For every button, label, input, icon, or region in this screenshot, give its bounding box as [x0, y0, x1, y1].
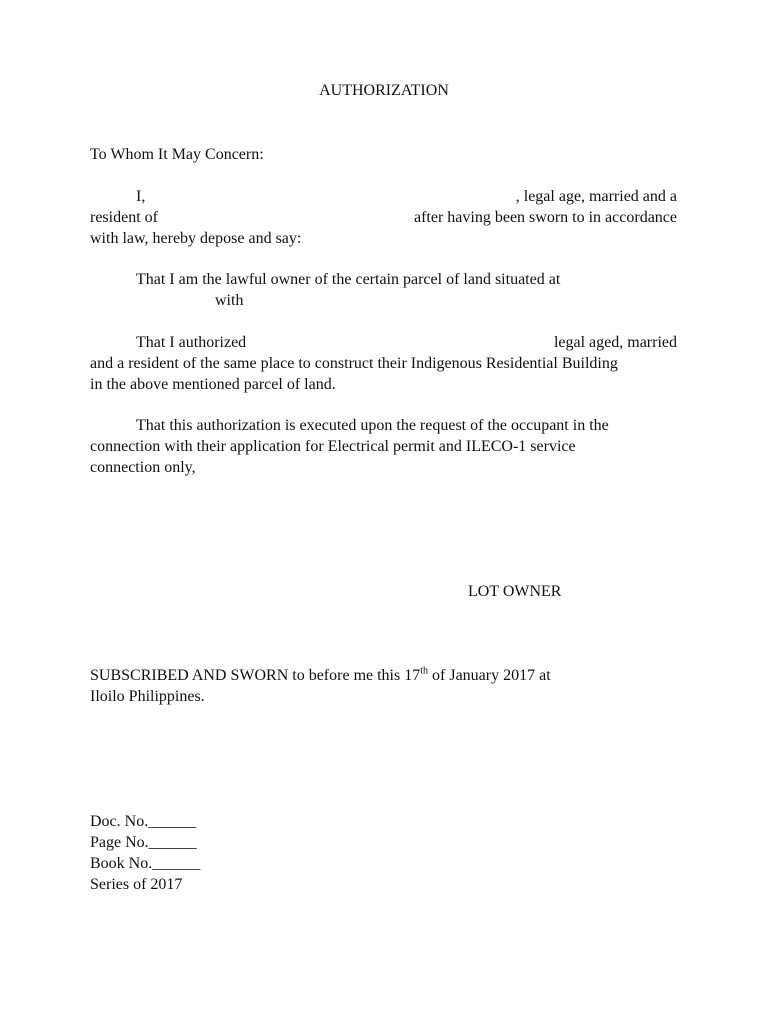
para3-line1-start: That I authorized	[136, 334, 247, 351]
para3-line3: in the above mentioned parcel of land.	[90, 376, 336, 393]
para2-line2: with	[215, 292, 244, 309]
para4-line3: connection only,	[90, 459, 196, 476]
para1-line1-start: I,	[136, 188, 146, 205]
jurat-line1-end: of January 2017 at	[428, 667, 551, 684]
para1-line1-end: , legal age, married and a	[515, 188, 677, 205]
para3-line1-end: legal aged, married	[553, 334, 677, 351]
para1-line3: with law, hereby depose and say:	[90, 230, 302, 247]
para3-line2: and a resident of the same place to construct their Indigenous Residential Building	[90, 355, 618, 372]
jurat-line2: Iloilo Philippines.	[90, 688, 205, 705]
para4-line2: connection with their application for Electrical permit and ILECO-1 service	[90, 438, 576, 455]
lot-owner-label: LOT OWNER	[468, 583, 562, 600]
jurat-line1	[90, 665, 551, 687]
para1-line2-start: resident of	[90, 209, 158, 226]
para4-line1: That this authorization is executed upon the request of the occupant in the	[136, 417, 609, 434]
document-title: AUTHORIZATION	[319, 82, 449, 99]
para1-line2-end: after having been sworn to in accordance	[414, 209, 677, 226]
salutation: To Whom It May Concern:	[90, 146, 264, 163]
page-no: Page No.______	[90, 834, 197, 851]
series: Series of 2017	[90, 876, 183, 893]
doc-no: Doc. No.______	[90, 813, 197, 830]
para2-line1: That I am the lawful owner of the certain parcel of land situated at	[136, 271, 561, 288]
jurat-line1-start: SUBSCRIBED AND SWORN to before me this 17	[90, 667, 421, 684]
book-no: Book No.______	[90, 855, 201, 872]
jurat-ordinal-suffix: th	[420, 665, 429, 677]
